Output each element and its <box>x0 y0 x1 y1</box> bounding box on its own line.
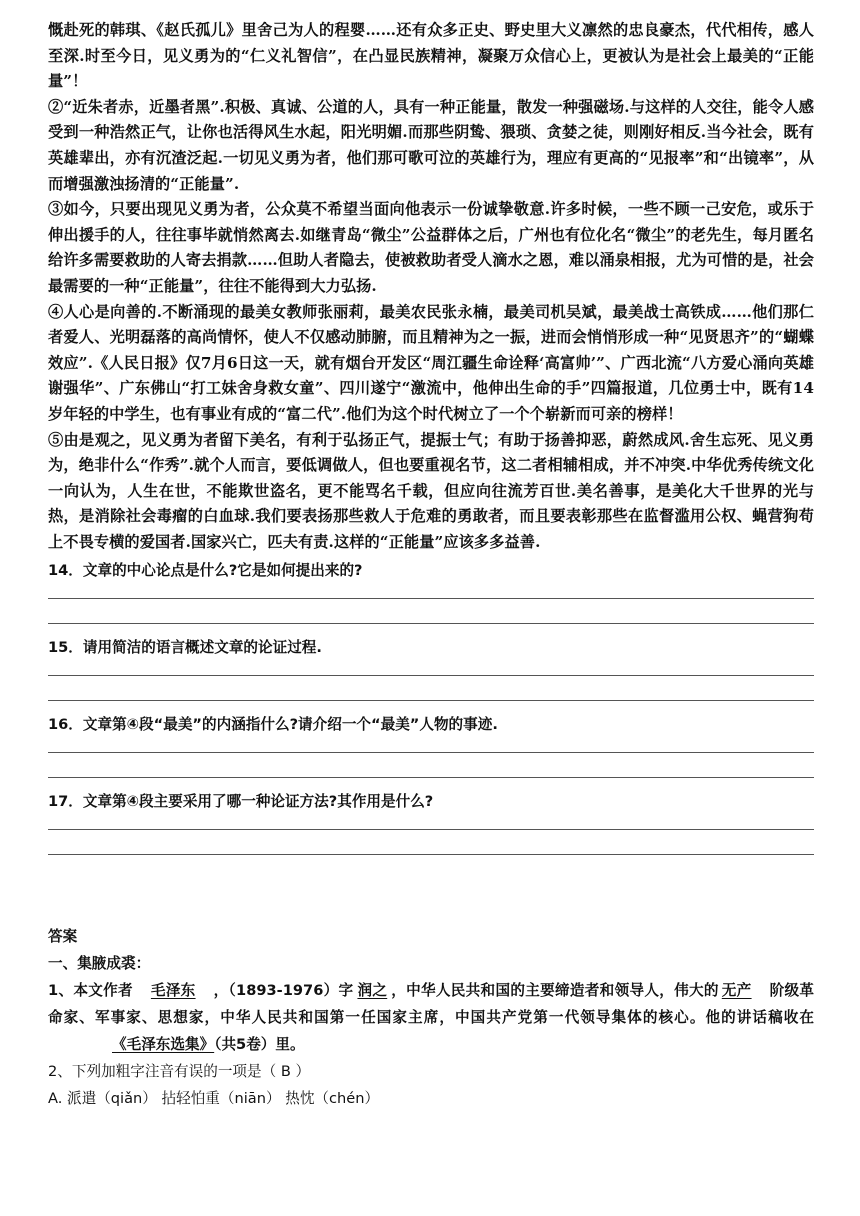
answer-section-title: 一、集腋成裘： <box>48 955 151 973</box>
answer-line[interactable] <box>48 777 814 778</box>
document-page <box>48 18 814 1112</box>
question-17: 17．文章第④段主要采用了哪一种论证方法?其作用是什么? <box>48 793 434 811</box>
answer-text: （共5卷）里。 <box>214 1036 305 1054</box>
question-14: 14．文章的中心论点是什么?它是如何提出来的? <box>48 562 363 580</box>
answer-text: ，中华人民共和国的主要缔造者和领导人，伟大的 <box>391 982 719 1000</box>
passage-paragraph-5: ⑤由是观之，见义勇为者留下美名，有利于弘扬正气，提振士气；有助于扬善抑恶，蔚然成风.舍生忘死、见义勇为，绝非什么“作秀”.就个人而言，要低调做人，但也要重视名节，这二者相辅相成，并不冲突.中华优秀传统文化一向认为，人生在世，不能欺世盗名，更不能骂名千载，但应向往流芳百世.美名善事，是美化大千世界的光与热，是消除社会毒瘤的白血球.我们要表扬那些救人于危难的勇敢者，而且要表彰那些在监督滥用公权、蝇营狗苟上不畏专横的爱国者.国家兴亡，匹夫有责.这样的“正能量”应该多多益善. <box>48 430 814 551</box>
question-16: 16．文章第④段“最美”的内涵指什么?请介绍一个“最美”人物的事迹. <box>48 716 498 734</box>
answer-line[interactable] <box>48 854 814 855</box>
answer-line[interactable] <box>48 700 814 701</box>
answer-section <box>48 923 814 1112</box>
answer-line[interactable] <box>48 829 814 830</box>
passage-paragraph-2: ②“近朱者赤，近墨者黑”.积极、真诚、公道的人，具有一种正能量，散发一种强磁场.与这样的人交往，能令人感受到一种浩然正气，让你也活得风生水起，阳光明媚.而那些阴鸷、猥琐、贪婪之徒，则刚好相反.当今社会，既有英雄辈出，亦有沉渣泛起.一切见义勇为者，他们那可歌可泣的英雄行为，理应有更高的“见报率”和“出镜率”，从而增强激浊扬清的“正能量”. <box>48 97 814 193</box>
question-15: 15．请用简洁的语言概述文章的论证过程. <box>48 639 322 657</box>
answer-item-2: 2、下列加粗字注音有误的一项是（ B ） <box>48 1063 311 1081</box>
answer-line[interactable] <box>48 752 814 753</box>
answer-line[interactable] <box>48 675 814 676</box>
answer-item-1 <box>48 977 814 1058</box>
answer-item-2-option-a: A. 派遣（qiǎn） 拈轻怕重（niān） 热忱（chén） <box>48 1090 380 1108</box>
answer-line[interactable] <box>48 623 814 624</box>
fill-blank-author: 毛泽东 <box>150 982 196 1000</box>
answer-text: ，（1893-1976）字 <box>213 982 354 1000</box>
passage-paragraph-3: ③如今，只要出现见义勇为者，公众莫不希望当面向他表示一份诚挚敬意.许多时候，一些不顾一己安危，或乐于伸出援手的人，往往事毕就悄然离去.如继青岛“微尘”公益群体之后，广州也有位化名“微尘”的老先生，每月匿名给许多需要救助的人寄去捐款……但助人者隐去，使被救助者受人滴水之恩，难以涌泉相报，尤为可惜的是，社会最需要的一种“正能量”，往往不能得到大力弘扬. <box>48 200 814 295</box>
fill-blank-class: 无产 <box>721 982 752 1000</box>
fill-blank-book: 《毛泽东选集》 <box>112 1036 215 1054</box>
passage-paragraph-4: ④人心是向善的.不断涌现的最美女教师张丽莉，最美农民张永楠，最美司机吴斌，最美战士高铁成……他们那仁者爱人、光明磊落的高尚情怀，使人不仅感动肺腑，而且精神为之一振，进而会悄悄形成一种“见贤思齐”的“蝴蝶效应”.《人民日报》仅7月6日这一天，就有烟台开发区“周江疆生命诠释‘高富帅’”、广西北流“八方爱心涌向英雄谢强华”、广东佛山“打工妹舍身救女童”、四川遂宁“激流中，他伸出生命的手”四篇报道，几位勇士中，既有14岁年轻的中学生，也有事业有成的“富二代”.他们为这个时代树立了一个个崭新而可亲的榜样！ <box>48 302 814 423</box>
answer-heading: 答案 <box>48 928 78 946</box>
answer-line[interactable] <box>48 598 814 599</box>
answer-text: 1、本文作者 <box>48 982 133 1000</box>
passage-paragraph-continued: 慨赴死的韩琪、《赵氏孤儿》里舍己为人的程婴……还有众多正史、野史里大义凛然的忠良豪杰，代代相传，感人至深.时至今日，见义勇为的“仁义礼智信”，在凸显民族精神，凝聚万众信心上，更被认为是社会上最美的“正能量”！ <box>48 21 814 91</box>
fill-blank-courtesy-name: 润之 <box>357 982 388 1000</box>
answer-text: 阶级革命家、军事家、思想家，中华人民共和国第一任国家主席，中国共产党第一代领导集体的核心。他的讲话稿收在 <box>48 982 814 1027</box>
